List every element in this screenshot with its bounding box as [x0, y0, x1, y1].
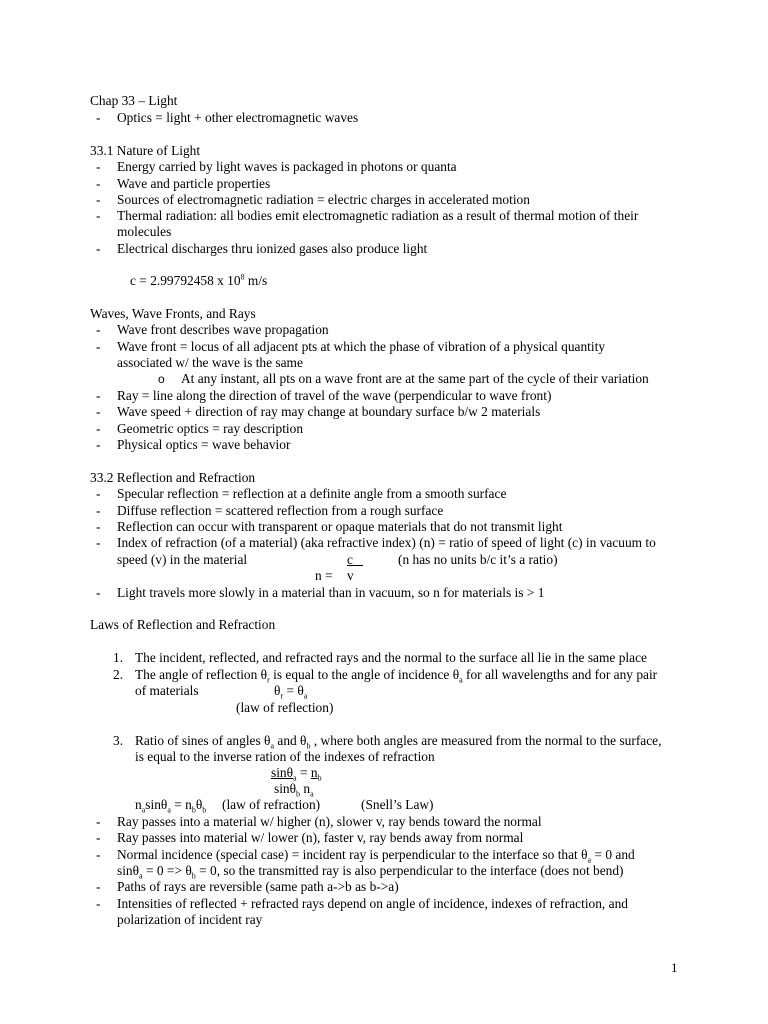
list-item: Normal incidence (special case) = incident ray is perpendicular to the interface so that $\theta_a = 0$ and	[117, 847, 635, 865]
fraction-denominator: v	[347, 568, 354, 583]
bullet-dash: -	[96, 241, 101, 256]
list-item-continuation: speed (v) in the material	[117, 552, 248, 567]
bullet-dash: -	[96, 388, 101, 403]
reflection-equation-label: (law of reflection)	[236, 700, 334, 715]
list-item: Wave front = locus of all adjacent pts at which the phase of vibration of a physical quantity	[117, 339, 606, 354]
chapter-title: Chap 33 – Light	[90, 93, 178, 108]
snell-equation: $n_a\sin\theta_a = n_b\theta_b$	[135, 797, 207, 815]
bullet-dash: -	[96, 585, 101, 600]
list-item: Intensities of reflected + refracted rays depend on angle of incidence, indexes of refraction, and	[117, 896, 628, 911]
bullet-dash: -	[96, 896, 101, 911]
list-item: Index of refraction (of a material) (aka refractive index) (n) = ratio of speed of light (c) in vacuum to	[117, 535, 656, 550]
bullet-dash: -	[96, 830, 101, 845]
list-item: Wave front describes wave propagation	[117, 322, 329, 337]
reflection-equation: $\theta_r = \theta_a$	[274, 683, 308, 701]
section-heading-waves: Waves, Wave Fronts, and Rays	[90, 306, 256, 321]
bullet-dash: -	[96, 847, 101, 862]
list-item: Wave speed + direction of ray may change at boundary surface b/w 2 materials	[117, 404, 541, 419]
list-number: 1.	[113, 650, 124, 665]
snell-law-name: (Snell’s Law)	[361, 797, 434, 812]
intro-line: Optics = light + other electromagnetic waves	[117, 110, 359, 125]
list-item: Ray = line along the direction of travel of the wave (perpendicular to wave front)	[117, 388, 552, 403]
list-item: Light travels more slowly in a material than in vacuum, so n for materials is > 1	[117, 585, 545, 600]
list-number: 3.	[113, 733, 124, 748]
list-item-continuation: polarization of incident ray	[117, 912, 263, 927]
bullet-dash: -	[96, 322, 101, 337]
list-item: Ray passes into material w/ lower (n), faster v, ray bends away from normal	[117, 830, 524, 845]
law-item-3: Ratio of sines of angles $\theta_a$ and $\theta_b$ , where both angles are measured from the normal to the surface,	[135, 733, 662, 751]
law-item-2: The angle of reflection $\theta_r$ is equal to the angle of incidence $\theta_a$ for all wavelengths and for any pair	[135, 667, 658, 685]
list-item: Diffuse reflection = scattered reflection from a rough surface	[117, 503, 444, 518]
list-number: 2.	[113, 667, 124, 682]
section-heading-33-1: 33.1 Nature of Light	[90, 143, 201, 158]
list-item: Specular reflection = reflection at a definite angle from a smooth surface	[117, 486, 507, 501]
list-item-continuation: molecules	[117, 224, 172, 239]
bullet-dash: -	[96, 437, 101, 452]
bullet-dash: -	[96, 110, 101, 125]
bullet-dash: -	[96, 208, 101, 223]
bullet-dash: -	[96, 404, 101, 419]
sub-list-item: At any instant, all pts on a wave front are at the same part of the cycle of their variation	[181, 371, 649, 386]
law-item-1: The incident, reflected, and refracted rays and the normal to the surface all lie in the same place	[135, 650, 647, 665]
list-item: Electrical discharges thru ionized gases also produce light	[117, 241, 428, 256]
sub-bullet-circle: o	[158, 372, 165, 386]
section-heading-33-2: 33.2 Reflection and Refraction	[90, 470, 256, 485]
bullet-dash: -	[96, 159, 101, 174]
page-number: 1	[671, 960, 678, 975]
bullet-dash: -	[96, 339, 101, 354]
list-item: Paths of rays are reversible (same path a->b as b->a)	[117, 879, 399, 894]
list-item: Sources of electromagnetic radiation = electric charges in accelerated motion	[117, 192, 530, 207]
bullet-dash: -	[96, 421, 101, 436]
list-item: Geometric optics = ray description	[117, 421, 304, 436]
list-item: Physical optics = wave behavior	[117, 437, 291, 452]
snell-fraction-denominator: sinθ$_b$ $n_a$	[274, 781, 314, 799]
bullet-dash: -	[96, 519, 101, 534]
bullet-dash: -	[96, 879, 101, 894]
snell-equation-label: (law of refraction)	[222, 797, 321, 812]
bullet-dash: -	[96, 535, 101, 550]
bullet-dash: -	[96, 192, 101, 207]
section-heading-laws: Laws of Reflection and Refraction	[90, 617, 276, 632]
bullet-dash: -	[96, 486, 101, 501]
speed-of-light-equation: c = 2.99792458 x $10^8$ m/s	[130, 272, 268, 288]
list-item: Ray passes into a material w/ higher (n), slower v, ray bends toward the normal	[117, 814, 542, 829]
fraction-numerator: c	[347, 552, 353, 567]
list-item: Thermal radiation: all bodies emit electromagnetic radiation as a result of thermal motion of their	[117, 208, 639, 223]
list-item: Wave and particle properties	[117, 176, 271, 191]
law-item-3-continuation: is equal to the inverse ration of the indexes of refraction	[135, 749, 435, 764]
list-item-continuation: $\sin\theta_a = 0 => \theta_b = 0$, so the transmitted ray is also perpendicular to the interface (does not bend)	[117, 863, 624, 881]
law-item-2-continuation: of materials	[135, 683, 199, 698]
fraction-note: (n has no units b/c it’s a ratio)	[398, 552, 558, 567]
bullet-dash: -	[96, 814, 101, 829]
list-item: Energy carried by light waves is packaged in photons or quanta	[117, 159, 457, 174]
list-item-continuation: associated w/ the wave is the same	[117, 355, 303, 370]
bullet-dash: -	[96, 503, 101, 518]
snell-fraction-numerator: $\sin\theta_a = n_b$	[271, 765, 322, 783]
bullet-dash: -	[96, 176, 101, 191]
fraction-lhs: n =	[315, 568, 333, 583]
list-item: Reflection can occur with transparent or opaque materials that do not transmit light	[117, 519, 563, 534]
